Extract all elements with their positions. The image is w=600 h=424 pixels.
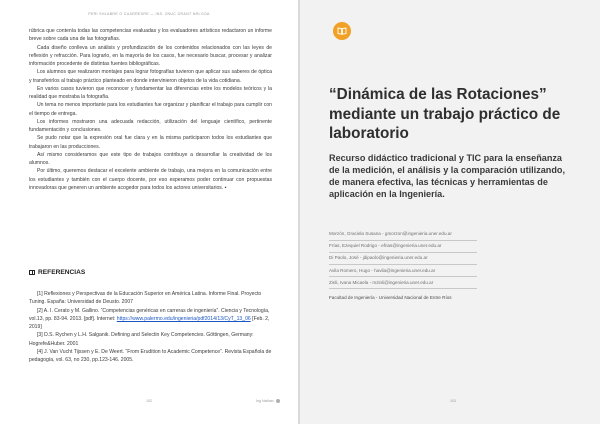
- paragraph: Cada diseño conlleva un análisis y profundización de los contenidos relacionados con las leyes de reflexión y refracción. Para lograrlo, en la mayoría de los casos, fue necesario buscar, procesar y analizar información procedente de distintas fuentes bibliográficas.: [29, 44, 272, 67]
- paragraph: En varios casos tuvieron que reconocer y fundamentar las diferencias entre los modelos teóricos y la realidad que mostraba la fotografía.: [29, 85, 272, 100]
- reference-text: [2] A. I. Cerato y M. Gallino. “Competencias genéricas en carreras de ingeniería”. Ciencia y Tecnología, vol.13, pp. 83-94. 2013. [pdf]. Internet:: [29, 307, 270, 322]
- author-entry: Frías, Ezequiel Rodrigo - efrias@ingenieria.uner.edu.ar: [329, 241, 477, 253]
- paragraph: Se pudo notar que la expresión oral fue clara y en la misma participaron todos los estudiantes que trabajaron en las producciones.: [29, 135, 272, 150]
- article-title: “Dinámica de las Rotaciones” mediante un trabajo práctico de laboratorio: [329, 86, 561, 142]
- author-list: [329, 229, 569, 290]
- right-page: [300, 0, 600, 424]
- footer-brand: [256, 399, 280, 403]
- references-heading-label: REFERENCIAS: [38, 269, 86, 276]
- page-number-left: 102: [146, 399, 152, 403]
- page-number-right: 103: [450, 399, 456, 403]
- references-list: [29, 290, 272, 365]
- paragraph: Los alumnos que realizaron montajes para lograr fotografías tuvieron que aplicar sus saberes de óptica y transferirlos al trabajo práctico planteado en donde intervinieron objetos de la vida cotidiana.: [29, 69, 272, 84]
- author-entry: Zinli, Ivana Micaela - mzinli@ingenieria.uner.edu.ar: [329, 278, 477, 290]
- affiliation: Facultad de Ingeniería - Universidad Nacional de Entre Ríos: [329, 295, 452, 300]
- paragraph: Por último, queremos destacar el excelente ambiente de trabajo, una mejora en la comunicación entre los estudiantes y también con el cuerpo docente, por eso esperamos poder continuar con propuestas innovadoras que generen un ambiente acogedor para todos los actores universitarios. ▪: [29, 168, 272, 191]
- reference-text: [1] Reflexiones y Perspectivas de la Educación Superior en América Latina. Informe Final. Proyecto Tuning. España: Universidad de Deusto. 2007: [29, 291, 262, 306]
- reference-item: [29, 290, 272, 307]
- reference-date: [Feb. 2, 2019]: [29, 315, 270, 331]
- article-subtitle: Recurso didáctico tradicional y TIC para la enseñanza de la medición, el análisis y la comparación utilizando, de manera efectiva, las técnicas y herramientas de aplicación en la Ingeniería.: [329, 153, 566, 200]
- brand-name: Ing Nathan: [256, 399, 274, 403]
- brand-logo-icon: [276, 399, 280, 403]
- body-text: [29, 27, 272, 192]
- paragraph: Los informes mostraron una adecuada redacción, utilización del lenguaje científico, pertinente fundamentación y conclusiones.: [29, 118, 272, 133]
- author-entry: Morzón, Graciela Susana - gmorzon@ingenieria.uner.edu.ar: [329, 229, 477, 241]
- reference-item: [29, 307, 272, 332]
- running-head: PERI SHLABRE O CUARRESRE — INS. ZNUC GRANT NRLGOA: [88, 12, 210, 16]
- reference-text: [4] J. Van Vucht Tijssen y E. De Weert. “From Erudition to Academic Competence”. Revista Española de pedagogía, vol. 63, no 230, pp.123-146. 2005.: [29, 349, 272, 364]
- reference-item: [29, 331, 272, 348]
- author-entry: Avila Romero, Hugo - havila@ingenieria.uner.edu.ar: [329, 266, 477, 278]
- paragraph: rúbrica que contenía todas las competencias evaluadas y los evaluadores artísticos redactaron un informe breve sobre cada una de las fotografías.: [29, 28, 272, 43]
- author-entry: Di Paolo, José - jdipaolo@ingenieria.uner.edu.ar: [329, 253, 477, 265]
- left-page: [0, 0, 298, 424]
- reference-link[interactable]: https://www.palermo.edu/ingenieria/pdf2014/13/CyT_13_06: [116, 315, 251, 322]
- book-icon: [29, 270, 35, 275]
- reference-text: [3] D.S. Rychen y L.H. Salganik. Defining and Selectin Key Competencies. Göttingen, Germany: Hogrefe&Huber. 2001: [29, 332, 254, 347]
- paragraph: Un tema no menos importante para los estudiantes fue organizar y planificar el trabajo para cumplir con el tiempo de entrega.: [29, 102, 272, 117]
- paragraph: Así mismo consideramos que este tipo de trabajos contribuye a desarrollar la creatividad de los alumnos.: [29, 151, 272, 166]
- open-book-icon: [333, 22, 351, 40]
- reference-item: [29, 348, 272, 365]
- open-book-glyph: [337, 27, 347, 35]
- references-heading: [29, 269, 85, 276]
